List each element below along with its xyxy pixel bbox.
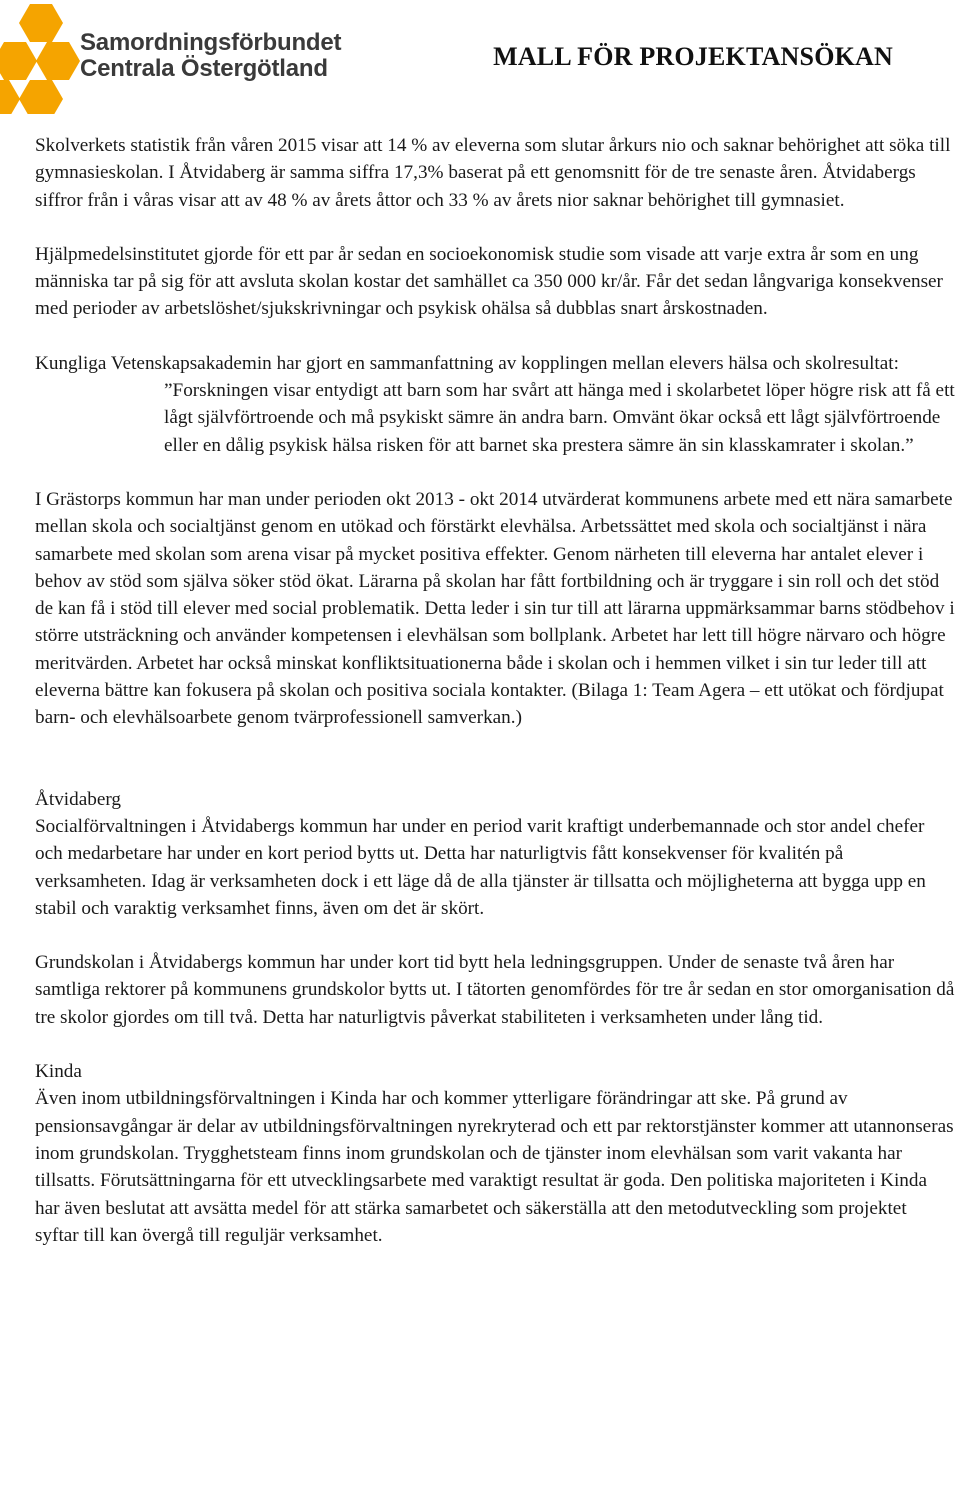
- logo-line-1: Samordningsförbundet: [80, 29, 342, 56]
- paragraph-primary-school: Grundskolan i Åtvidabergs kommun har under kort tid bytt hela ledningsgruppen. Under de senaste två åren har samtliga rektorer på kommunens grundskolor bytts ut. I tätorten genomfördes för tre år sedan en stor omorganisation då tre skolor gjordes om till två. Detta har naturligtvis påverkat stabiliteten i verksamheten under lång tid.: [35, 952, 955, 1028]
- page-header: [0, 0, 960, 115]
- hexagon-logo-icon: [0, 4, 80, 114]
- paragraph-social-services: Socialförvaltningen i Åtvidabergs kommun har under en period varit kraftigt underbemannade och stor andel chefer och medarbetare har under en kort period bytts ut. Detta har naturligtvis fått konsekvenser för kvalitén på verksamheten. Idag är verksamheten dock i ett läge då de alla tjänster är tillsatta och möjligheterna att bygga upp en stabil och varaktig verksamhet finns, även om det är skört.: [35, 815, 926, 919]
- document-title: MALL FÖR PROJEKTANSÖKAN: [493, 42, 893, 71]
- heading-kinda: Kinda: [35, 1061, 82, 1083]
- block-quote: ”Forskningen visar entydigt att barn som har svårt att hänga med i skolarbetet löper högre risk att få ett lågt självförtroende och må psykiskt sämre än andra barn. Omvänt ökar också ett lågt självförtroende eller en dålig psykisk hälsa risken för att barnet ska prestera sämre än sin klasskamrater i skolan.”: [164, 380, 955, 456]
- document-body: [35, 132, 955, 1249]
- paragraph-statistics: Skolverkets statistik från våren 2015 visar att 14 % av eleverna som slutar årkurs nio och saknar behörighet att söka till gymnasieskolan. I Åtvidaberg är samma siffra 17,3% baserat på ett genomsnitt för de tre senaste åren. Åtvidabergs siffror från i våras visar att av 48 % av årets åttor och 33 % av årets nior saknar behörighet till gymnasiet.: [35, 135, 951, 211]
- logo-wordmark: [80, 30, 341, 82]
- paragraph-kinda: Även inom utbildningsförvaltningen i Kinda har och kommer ytterligare förändringar att ske. På grund av pensionsavgångar är delar av utbildningsförvaltningen nyrekryterad och ett par rektorstjänster kommer att utannonseras inom grundskolan. Trygghetsteam finns inom grundskolan och de tjänster inom elevhälsan som varit vakanta har tillsatts. Förutsättningarna för ett utvecklingsarbete med varaktigt resultat är goda. Den politiska majoriteten i Kinda har även beslutat att avsätta medel för att stärka samarbetet och säkerställa att den metodutveckling som projektet syftar till kan övergå till reguljär verksamhet.: [35, 1088, 954, 1246]
- paragraph-grastorp: I Grästorps kommun har man under perioden okt 2013 - okt 2014 utvärderat kommunens arbete med ett nära samarbete mellan skola och socialtjänst genom en utökad och förstärkt elevhälsa. Arbetssättet med skola och socialtjänst i nära samarbete med skolan som arena visar på mycket positiva effekter. Genom närheten till eleverna har antalet elever i behov av stöd som själva söker stöd ökat. Lärarna på skolan har fått fortbildning och är tryggare i sin roll och det stöd de kan få i stöd till elever med social problematik. Detta leder i sin tur till att lärarna uppmärksammar barns stödbehov i större utsträckning och använder kompetensen i elevhälsan som bollplank. Arbetet har lett till högre närvaro och högre meritvärden. Arbetet har också minskat konfliktsituationerna både i skolan och i hemmen vilket i sin tur leder till att eleverna bättre kan fokusera på skolan och positiva sociala kontakter. (Bilaga 1: Team Agera – ett utökat och fördjupat barn- och elevhälsoarbete genom tvärprofessionell samverkan.): [35, 488, 955, 729]
- heading-atvidaberg: Åtvidaberg: [35, 788, 121, 810]
- paragraph-academy: Kungliga Vetenskapsakademin har gjort en sammanfattning av kopplingen mellan elevers hälsa och skolresultat:: [35, 352, 899, 374]
- logo-line-2: Centrala Östergötland: [80, 55, 328, 82]
- paragraph-socioeconomic: Hjälpmedelsinstitutet gjorde för ett par år sedan en socioekonomisk studie som visade att varje extra år som en ung människa tar på sig för att avsluta skolan kostar det samhället ca 350 000 kr/år. Får det sedan långvariga konsekvenser med perioder av arbetslöshet/sjukskrivningar och psykisk ohälsa så dubblas snart årskostnaden.: [35, 243, 943, 320]
